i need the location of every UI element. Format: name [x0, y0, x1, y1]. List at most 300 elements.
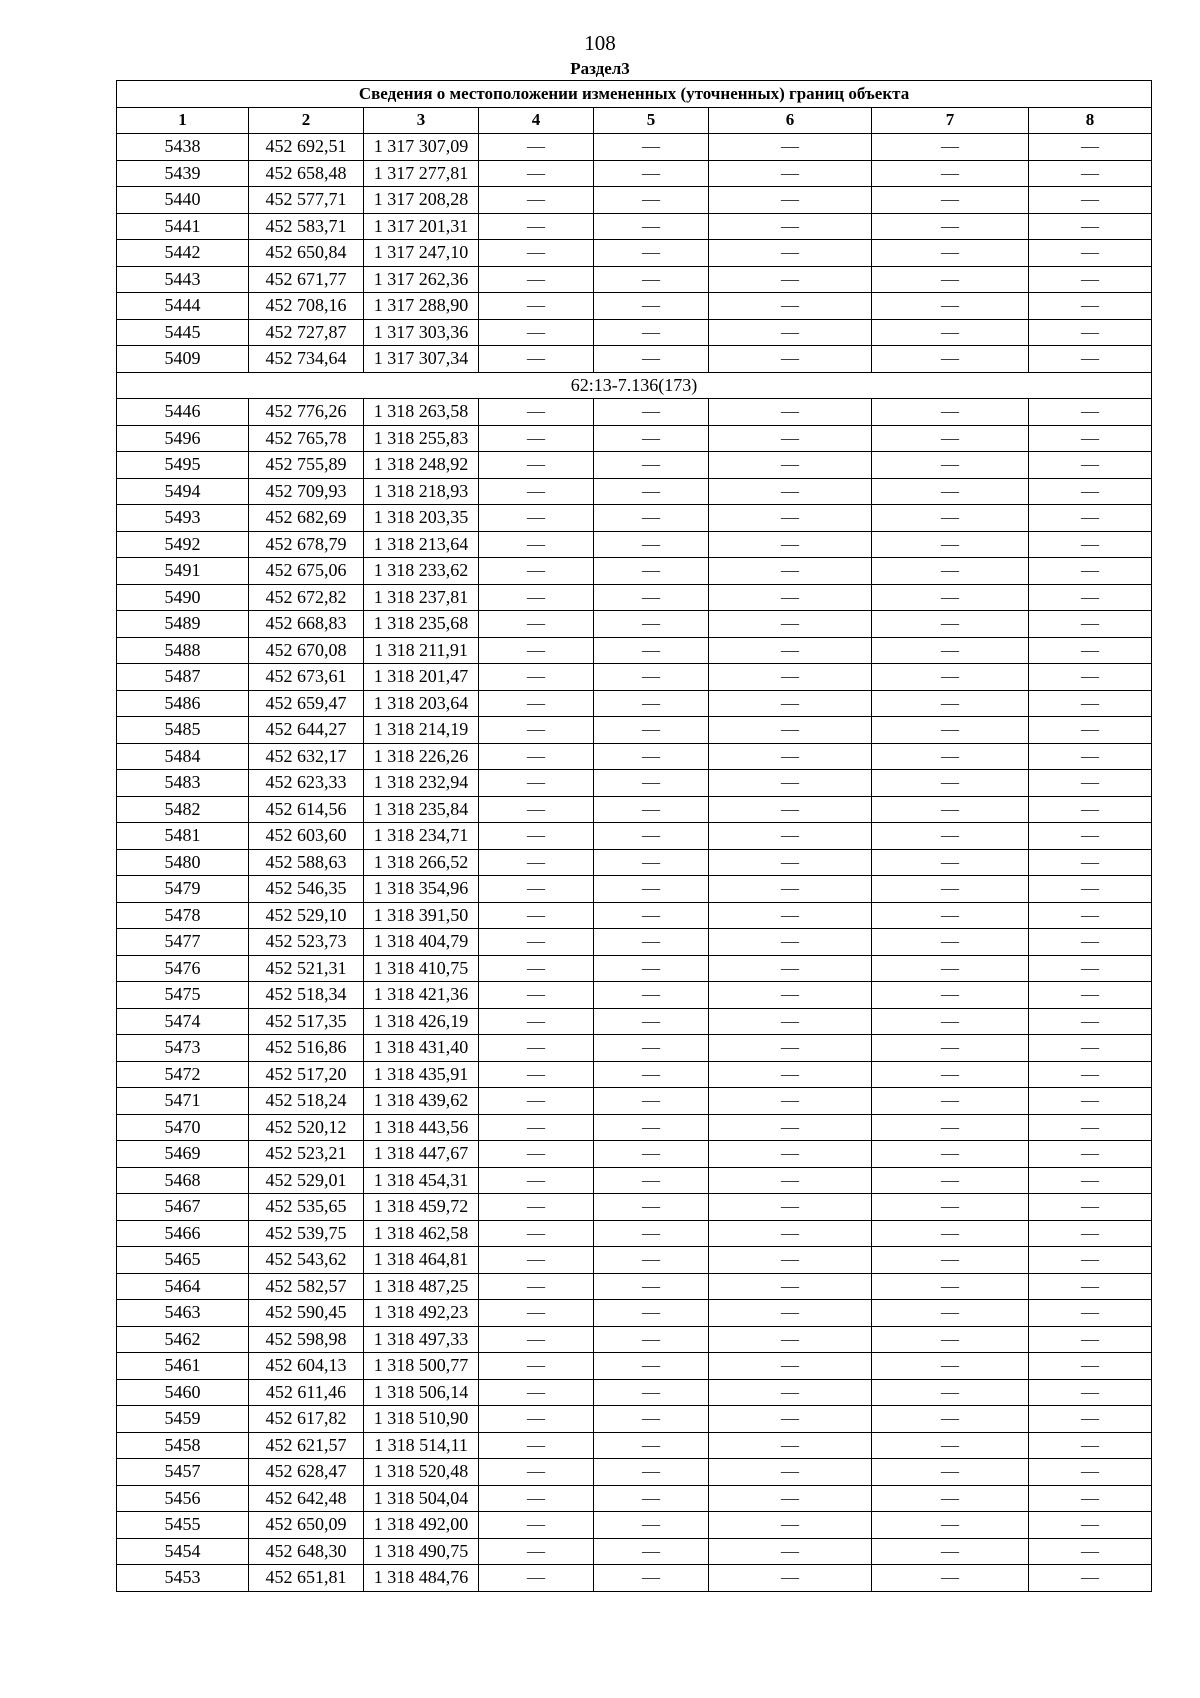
- empty-value-dash: —: [872, 717, 1029, 744]
- empty-value-dash: —: [594, 1512, 709, 1539]
- y-coordinate-cell: 1 318 492,00: [364, 1512, 479, 1539]
- column-header: 1: [117, 107, 249, 134]
- table-row: [117, 1247, 1152, 1274]
- x-coordinate-cell: 452 671,77: [249, 266, 364, 293]
- empty-value-dash: —: [479, 240, 594, 267]
- y-coordinate-cell: 1 318 464,81: [364, 1247, 479, 1274]
- empty-value-dash: —: [479, 160, 594, 187]
- empty-value-dash: —: [709, 1565, 872, 1592]
- empty-value-dash: —: [1029, 478, 1152, 505]
- empty-value-dash: —: [709, 982, 872, 1009]
- empty-value-dash: —: [1029, 1353, 1152, 1380]
- empty-value-dash: —: [1029, 717, 1152, 744]
- table-row: [117, 611, 1152, 638]
- x-coordinate-cell: 452 543,62: [249, 1247, 364, 1274]
- empty-value-dash: —: [479, 823, 594, 850]
- point-number-cell: 5440: [117, 187, 249, 214]
- y-coordinate-cell: 1 318 248,92: [364, 452, 479, 479]
- point-number-cell: 5488: [117, 637, 249, 664]
- point-number-cell: 5453: [117, 1565, 249, 1592]
- point-number-cell: 5456: [117, 1485, 249, 1512]
- x-coordinate-cell: 452 588,63: [249, 849, 364, 876]
- empty-value-dash: —: [1029, 266, 1152, 293]
- empty-value-dash: —: [594, 611, 709, 638]
- table-row: [117, 399, 1152, 426]
- empty-value-dash: —: [594, 1035, 709, 1062]
- table-row: [117, 425, 1152, 452]
- point-number-cell: 5493: [117, 505, 249, 532]
- point-number-cell: 5441: [117, 213, 249, 240]
- x-coordinate-cell: 452 734,64: [249, 346, 364, 373]
- table-row: [117, 346, 1152, 373]
- empty-value-dash: —: [1029, 1008, 1152, 1035]
- empty-value-dash: —: [872, 1300, 1029, 1327]
- empty-value-dash: —: [479, 690, 594, 717]
- group-row: [117, 372, 1152, 399]
- empty-value-dash: —: [709, 478, 872, 505]
- y-coordinate-cell: 1 318 232,94: [364, 770, 479, 797]
- empty-value-dash: —: [709, 1035, 872, 1062]
- y-coordinate-cell: 1 318 504,04: [364, 1485, 479, 1512]
- point-number-cell: 5486: [117, 690, 249, 717]
- y-coordinate-cell: 1 318 426,19: [364, 1008, 479, 1035]
- empty-value-dash: —: [1029, 1247, 1152, 1274]
- empty-value-dash: —: [594, 452, 709, 479]
- table-row: [117, 1459, 1152, 1486]
- empty-value-dash: —: [479, 134, 594, 161]
- table-row: [117, 1353, 1152, 1380]
- empty-value-dash: —: [594, 1459, 709, 1486]
- y-coordinate-cell: 1 318 214,19: [364, 717, 479, 744]
- table-row: [117, 1061, 1152, 1088]
- empty-value-dash: —: [709, 1459, 872, 1486]
- empty-value-dash: —: [479, 425, 594, 452]
- empty-value-dash: —: [709, 1512, 872, 1539]
- y-coordinate-cell: 1 318 487,25: [364, 1273, 479, 1300]
- column-header: 3: [364, 107, 479, 134]
- x-coordinate-cell: 452 535,65: [249, 1194, 364, 1221]
- x-coordinate-cell: 452 617,82: [249, 1406, 364, 1433]
- empty-value-dash: —: [594, 1485, 709, 1512]
- y-coordinate-cell: 1 318 233,62: [364, 558, 479, 585]
- point-number-cell: 5473: [117, 1035, 249, 1062]
- empty-value-dash: —: [1029, 1459, 1152, 1486]
- empty-value-dash: —: [872, 902, 1029, 929]
- empty-value-dash: —: [594, 1406, 709, 1433]
- y-coordinate-cell: 1 318 354,96: [364, 876, 479, 903]
- empty-value-dash: —: [872, 1326, 1029, 1353]
- x-coordinate-cell: 452 520,12: [249, 1114, 364, 1141]
- y-coordinate-cell: 1 318 435,91: [364, 1061, 479, 1088]
- table-body: [117, 134, 1152, 1592]
- empty-value-dash: —: [709, 1353, 872, 1380]
- empty-value-dash: —: [479, 849, 594, 876]
- empty-value-dash: —: [709, 717, 872, 744]
- empty-value-dash: —: [594, 240, 709, 267]
- empty-value-dash: —: [709, 293, 872, 320]
- empty-value-dash: —: [594, 717, 709, 744]
- x-coordinate-cell: 452 523,73: [249, 929, 364, 956]
- x-coordinate-cell: 452 577,71: [249, 187, 364, 214]
- table-row: [117, 1326, 1152, 1353]
- empty-value-dash: —: [479, 1035, 594, 1062]
- y-coordinate-cell: 1 317 288,90: [364, 293, 479, 320]
- y-coordinate-cell: 1 318 404,79: [364, 929, 479, 956]
- empty-value-dash: —: [479, 213, 594, 240]
- empty-value-dash: —: [872, 770, 1029, 797]
- y-coordinate-cell: 1 318 203,35: [364, 505, 479, 532]
- empty-value-dash: —: [872, 452, 1029, 479]
- point-number-cell: 5458: [117, 1432, 249, 1459]
- table-row: [117, 982, 1152, 1009]
- cadastral-group-label: 62:13-7.136(173): [117, 372, 1152, 399]
- empty-value-dash: —: [872, 1379, 1029, 1406]
- point-number-cell: 5471: [117, 1088, 249, 1115]
- x-coordinate-cell: 452 776,26: [249, 399, 364, 426]
- empty-value-dash: —: [709, 1114, 872, 1141]
- empty-value-dash: —: [479, 876, 594, 903]
- table-row: [117, 1300, 1152, 1327]
- point-number-cell: 5484: [117, 743, 249, 770]
- empty-value-dash: —: [709, 266, 872, 293]
- x-coordinate-cell: 452 673,61: [249, 664, 364, 691]
- x-coordinate-cell: 452 678,79: [249, 531, 364, 558]
- point-number-cell: 5477: [117, 929, 249, 956]
- empty-value-dash: —: [709, 902, 872, 929]
- point-number-cell: 5494: [117, 478, 249, 505]
- point-number-cell: 5483: [117, 770, 249, 797]
- empty-value-dash: —: [594, 796, 709, 823]
- point-number-cell: 5439: [117, 160, 249, 187]
- empty-value-dash: —: [1029, 558, 1152, 585]
- y-coordinate-cell: 1 318 490,75: [364, 1538, 479, 1565]
- empty-value-dash: —: [594, 982, 709, 1009]
- empty-value-dash: —: [479, 664, 594, 691]
- empty-value-dash: —: [479, 558, 594, 585]
- empty-value-dash: —: [1029, 1485, 1152, 1512]
- empty-value-dash: —: [872, 1538, 1029, 1565]
- empty-value-dash: —: [709, 240, 872, 267]
- empty-value-dash: —: [594, 902, 709, 929]
- table-row: [117, 1008, 1152, 1035]
- column-header: 6: [709, 107, 872, 134]
- point-number-cell: 5476: [117, 955, 249, 982]
- empty-value-dash: —: [709, 425, 872, 452]
- table-row: [117, 293, 1152, 320]
- empty-value-dash: —: [594, 743, 709, 770]
- table-row: [117, 876, 1152, 903]
- empty-value-dash: —: [872, 849, 1029, 876]
- empty-value-dash: —: [479, 1088, 594, 1115]
- empty-value-dash: —: [709, 1061, 872, 1088]
- empty-value-dash: —: [1029, 1406, 1152, 1433]
- empty-value-dash: —: [709, 743, 872, 770]
- empty-value-dash: —: [872, 425, 1029, 452]
- empty-value-dash: —: [594, 1273, 709, 1300]
- empty-value-dash: —: [479, 1273, 594, 1300]
- y-coordinate-cell: 1 318 234,71: [364, 823, 479, 850]
- y-coordinate-cell: 1 318 462,58: [364, 1220, 479, 1247]
- empty-value-dash: —: [709, 319, 872, 346]
- empty-value-dash: —: [709, 558, 872, 585]
- empty-value-dash: —: [1029, 664, 1152, 691]
- x-coordinate-cell: 452 521,31: [249, 955, 364, 982]
- empty-value-dash: —: [594, 584, 709, 611]
- x-coordinate-cell: 452 658,48: [249, 160, 364, 187]
- empty-value-dash: —: [872, 266, 1029, 293]
- empty-value-dash: —: [872, 1194, 1029, 1221]
- empty-value-dash: —: [872, 1565, 1029, 1592]
- empty-value-dash: —: [1029, 399, 1152, 426]
- empty-value-dash: —: [872, 1273, 1029, 1300]
- empty-value-dash: —: [479, 1353, 594, 1380]
- x-coordinate-cell: 452 516,86: [249, 1035, 364, 1062]
- empty-value-dash: —: [479, 1220, 594, 1247]
- empty-value-dash: —: [1029, 584, 1152, 611]
- empty-value-dash: —: [872, 1512, 1029, 1539]
- point-number-cell: 5481: [117, 823, 249, 850]
- empty-value-dash: —: [594, 399, 709, 426]
- empty-value-dash: —: [872, 1485, 1029, 1512]
- point-number-cell: 5465: [117, 1247, 249, 1274]
- empty-value-dash: —: [479, 505, 594, 532]
- x-coordinate-cell: 452 648,30: [249, 1538, 364, 1565]
- table-row: [117, 266, 1152, 293]
- point-number-cell: 5478: [117, 902, 249, 929]
- empty-value-dash: —: [594, 1061, 709, 1088]
- x-coordinate-cell: 452 621,57: [249, 1432, 364, 1459]
- y-coordinate-cell: 1 318 235,84: [364, 796, 479, 823]
- point-number-cell: 5443: [117, 266, 249, 293]
- empty-value-dash: —: [594, 266, 709, 293]
- empty-value-dash: —: [872, 929, 1029, 956]
- empty-value-dash: —: [1029, 690, 1152, 717]
- empty-value-dash: —: [594, 876, 709, 903]
- y-coordinate-cell: 1 318 266,52: [364, 849, 479, 876]
- empty-value-dash: —: [1029, 293, 1152, 320]
- x-coordinate-cell: 452 539,75: [249, 1220, 364, 1247]
- empty-value-dash: —: [709, 1247, 872, 1274]
- empty-value-dash: —: [594, 1565, 709, 1592]
- table-row: [117, 452, 1152, 479]
- empty-value-dash: —: [594, 929, 709, 956]
- empty-value-dash: —: [709, 452, 872, 479]
- empty-value-dash: —: [594, 134, 709, 161]
- point-number-cell: 5444: [117, 293, 249, 320]
- empty-value-dash: —: [594, 1220, 709, 1247]
- point-number-cell: 5459: [117, 1406, 249, 1433]
- table-row: [117, 1194, 1152, 1221]
- y-coordinate-cell: 1 318 510,90: [364, 1406, 479, 1433]
- point-number-cell: 5466: [117, 1220, 249, 1247]
- empty-value-dash: —: [872, 1353, 1029, 1380]
- point-number-cell: 5445: [117, 319, 249, 346]
- empty-value-dash: —: [594, 505, 709, 532]
- empty-value-dash: —: [1029, 1088, 1152, 1115]
- empty-value-dash: —: [479, 1406, 594, 1433]
- empty-value-dash: —: [594, 664, 709, 691]
- y-coordinate-cell: 1 318 520,48: [364, 1459, 479, 1486]
- empty-value-dash: —: [594, 558, 709, 585]
- empty-value-dash: —: [479, 1008, 594, 1035]
- table-row: [117, 213, 1152, 240]
- empty-value-dash: —: [479, 1114, 594, 1141]
- y-coordinate-cell: 1 317 303,36: [364, 319, 479, 346]
- point-number-cell: 5472: [117, 1061, 249, 1088]
- x-coordinate-cell: 452 659,47: [249, 690, 364, 717]
- empty-value-dash: —: [872, 187, 1029, 214]
- table-row: [117, 1485, 1152, 1512]
- y-coordinate-cell: 1 318 218,93: [364, 478, 479, 505]
- empty-value-dash: —: [1029, 1512, 1152, 1539]
- empty-value-dash: —: [709, 929, 872, 956]
- x-coordinate-cell: 452 765,78: [249, 425, 364, 452]
- empty-value-dash: —: [594, 1194, 709, 1221]
- empty-value-dash: —: [594, 425, 709, 452]
- x-coordinate-cell: 452 529,01: [249, 1167, 364, 1194]
- y-coordinate-cell: 1 318 226,26: [364, 743, 479, 770]
- table-row: [117, 929, 1152, 956]
- empty-value-dash: —: [872, 611, 1029, 638]
- x-coordinate-cell: 452 668,83: [249, 611, 364, 638]
- point-number-cell: 5446: [117, 399, 249, 426]
- empty-value-dash: —: [479, 982, 594, 1009]
- x-coordinate-cell: 452 603,60: [249, 823, 364, 850]
- x-coordinate-cell: 452 709,93: [249, 478, 364, 505]
- table-row: [117, 584, 1152, 611]
- empty-value-dash: —: [1029, 1538, 1152, 1565]
- empty-value-dash: —: [1029, 1035, 1152, 1062]
- empty-value-dash: —: [479, 1538, 594, 1565]
- empty-value-dash: —: [872, 1432, 1029, 1459]
- y-coordinate-cell: 1 318 203,64: [364, 690, 479, 717]
- table-row: [117, 1114, 1152, 1141]
- empty-value-dash: —: [709, 1485, 872, 1512]
- empty-value-dash: —: [1029, 1273, 1152, 1300]
- x-coordinate-cell: 452 604,13: [249, 1353, 364, 1380]
- y-coordinate-cell: 1 318 391,50: [364, 902, 479, 929]
- empty-value-dash: —: [479, 611, 594, 638]
- empty-value-dash: —: [1029, 1061, 1152, 1088]
- table-row: [117, 1273, 1152, 1300]
- empty-value-dash: —: [872, 134, 1029, 161]
- y-coordinate-cell: 1 317 247,10: [364, 240, 479, 267]
- point-number-cell: 5491: [117, 558, 249, 585]
- empty-value-dash: —: [479, 478, 594, 505]
- empty-value-dash: —: [479, 955, 594, 982]
- empty-value-dash: —: [479, 1247, 594, 1274]
- column-header: 5: [594, 107, 709, 134]
- empty-value-dash: —: [872, 823, 1029, 850]
- empty-value-dash: —: [709, 584, 872, 611]
- x-coordinate-cell: 452 517,20: [249, 1061, 364, 1088]
- y-coordinate-cell: 1 318 439,62: [364, 1088, 479, 1115]
- table-row: [117, 770, 1152, 797]
- table-row: [117, 531, 1152, 558]
- coordinates-table: [116, 80, 1152, 1592]
- empty-value-dash: —: [872, 240, 1029, 267]
- empty-value-dash: —: [479, 319, 594, 346]
- empty-value-dash: —: [872, 1141, 1029, 1168]
- empty-value-dash: —: [1029, 823, 1152, 850]
- x-coordinate-cell: 452 623,33: [249, 770, 364, 797]
- empty-value-dash: —: [594, 187, 709, 214]
- y-coordinate-cell: 1 318 506,14: [364, 1379, 479, 1406]
- table-row: [117, 1141, 1152, 1168]
- empty-value-dash: —: [709, 849, 872, 876]
- x-coordinate-cell: 452 672,82: [249, 584, 364, 611]
- empty-value-dash: —: [594, 770, 709, 797]
- empty-value-dash: —: [872, 664, 1029, 691]
- point-number-cell: 5485: [117, 717, 249, 744]
- table-row: [117, 1538, 1152, 1565]
- empty-value-dash: —: [709, 1008, 872, 1035]
- point-number-cell: 5462: [117, 1326, 249, 1353]
- table-row: [117, 717, 1152, 744]
- table-row: [117, 160, 1152, 187]
- x-coordinate-cell: 452 598,98: [249, 1326, 364, 1353]
- empty-value-dash: —: [872, 1459, 1029, 1486]
- point-number-cell: 5487: [117, 664, 249, 691]
- y-coordinate-cell: 1 317 307,09: [364, 134, 479, 161]
- x-coordinate-cell: 452 651,81: [249, 1565, 364, 1592]
- empty-value-dash: —: [709, 1538, 872, 1565]
- empty-value-dash: —: [1029, 1114, 1152, 1141]
- empty-value-dash: —: [1029, 1300, 1152, 1327]
- y-coordinate-cell: 1 318 237,81: [364, 584, 479, 611]
- y-coordinate-cell: 1 317 277,81: [364, 160, 479, 187]
- empty-value-dash: —: [1029, 770, 1152, 797]
- empty-value-dash: —: [479, 1379, 594, 1406]
- table-title-row: [117, 81, 1152, 108]
- x-coordinate-cell: 452 590,45: [249, 1300, 364, 1327]
- empty-value-dash: —: [594, 1247, 709, 1274]
- table-row: [117, 1220, 1152, 1247]
- x-coordinate-cell: 452 582,57: [249, 1273, 364, 1300]
- table-row: [117, 134, 1152, 161]
- x-coordinate-cell: 452 614,56: [249, 796, 364, 823]
- x-coordinate-cell: 452 523,21: [249, 1141, 364, 1168]
- empty-value-dash: —: [709, 1088, 872, 1115]
- empty-value-dash: —: [479, 293, 594, 320]
- x-coordinate-cell: 452 518,34: [249, 982, 364, 1009]
- empty-value-dash: —: [479, 1459, 594, 1486]
- point-number-cell: 5463: [117, 1300, 249, 1327]
- empty-value-dash: —: [479, 452, 594, 479]
- point-number-cell: 5496: [117, 425, 249, 452]
- empty-value-dash: —: [1029, 1565, 1152, 1592]
- empty-value-dash: —: [1029, 796, 1152, 823]
- empty-value-dash: —: [872, 1035, 1029, 1062]
- empty-value-dash: —: [872, 690, 1029, 717]
- y-coordinate-cell: 1 318 235,68: [364, 611, 479, 638]
- y-coordinate-cell: 1 318 454,31: [364, 1167, 479, 1194]
- table-row: [117, 187, 1152, 214]
- table-row: [117, 1379, 1152, 1406]
- empty-value-dash: —: [709, 187, 872, 214]
- page-number: 108: [584, 31, 616, 55]
- empty-value-dash: —: [1029, 637, 1152, 664]
- empty-value-dash: —: [594, 637, 709, 664]
- empty-value-dash: —: [872, 982, 1029, 1009]
- empty-value-dash: —: [594, 1353, 709, 1380]
- point-number-cell: 5492: [117, 531, 249, 558]
- empty-value-dash: —: [709, 823, 872, 850]
- empty-value-dash: —: [594, 1538, 709, 1565]
- table-row: [117, 664, 1152, 691]
- empty-value-dash: —: [1029, 1379, 1152, 1406]
- x-coordinate-cell: 452 650,84: [249, 240, 364, 267]
